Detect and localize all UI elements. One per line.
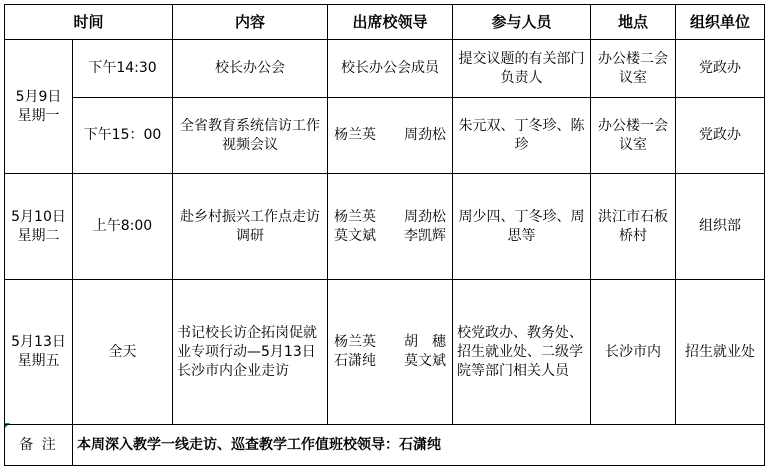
table-row [5, 98, 765, 174]
leader-name: 莫文斌 [334, 227, 377, 244]
participants-cell: 提交议题的有关部门负责人 [453, 40, 591, 98]
date-label: 5月9日 [15, 88, 62, 105]
organizer-cell: 党政办 [676, 98, 765, 174]
time-cell: 上午8:00 [73, 174, 173, 280]
date-cell [5, 174, 73, 280]
header-organizer: 组织单位 [676, 5, 765, 40]
leader-name: 周劲松 [404, 127, 447, 143]
leader-name: 李凯辉 [404, 227, 447, 244]
date-label: 5月10日 [11, 208, 66, 225]
organizer-cell: 招生就业处 [676, 280, 765, 425]
leader-name: 周劲松 [404, 208, 447, 225]
time-cell: 下午14:30 [73, 40, 173, 98]
time-cell: 下午15：00 [73, 98, 173, 174]
leader-name: 莫文斌 [404, 353, 447, 369]
weekly-schedule-table [4, 4, 765, 466]
header-time: 时间 [5, 5, 173, 40]
notes-text: 本周深入教学一线走访、巡查教学工作值班校领导：石潇纯 [73, 425, 765, 466]
table-row [5, 280, 765, 425]
table-row [5, 174, 765, 280]
leader-name: 杨兰英 [334, 334, 377, 350]
time-cell: 全天 [73, 280, 173, 425]
weekday-label: 星期一 [17, 107, 60, 124]
participants-cell: 周少四、丁冬珍、周思等 [453, 174, 591, 280]
header-content: 内容 [173, 5, 328, 40]
location-cell: 长沙市内 [591, 280, 676, 425]
notes-label: 备 注 [5, 425, 73, 466]
date-label: 5月13日 [11, 334, 66, 350]
content-text: 书记校长访企拓岗促就业专项行动—5月13日长沙市内企业走访 [177, 324, 318, 379]
header-participants: 参与人员 [453, 5, 591, 40]
leader-name: 胡 穗 [404, 334, 447, 350]
leader-name: 杨兰英 [334, 127, 377, 143]
location-cell: 办公楼一会议室 [591, 98, 676, 174]
leaders-cell [328, 98, 453, 174]
location-cell: 洪江市石板桥村 [591, 174, 676, 280]
location-cell: 办公楼二会议室 [591, 40, 676, 98]
weekday-label: 星期五 [17, 353, 60, 369]
weekday-label: 星期二 [17, 227, 60, 244]
header-leaders: 出席校领导 [328, 5, 453, 40]
organizer-cell: 组织部 [676, 174, 765, 280]
participants-text: 校党政办、教务处、招生就业处、二级学院等部门相关人员 [457, 324, 584, 379]
notes-row [5, 425, 765, 466]
date-cell [5, 280, 73, 425]
table-row [5, 40, 765, 98]
content-cell: 校长办公会 [173, 40, 328, 98]
date-cell [5, 40, 73, 174]
participants-cell [453, 280, 591, 425]
participants-cell: 朱元双、丁冬珍、陈珍 [453, 98, 591, 174]
leaders-cell [328, 174, 453, 280]
header-location: 地点 [591, 5, 676, 40]
content-cell [173, 280, 328, 425]
organizer-cell: 党政办 [676, 40, 765, 98]
content-cell: 全省教育系统信访工作视频会议 [173, 98, 328, 174]
leader-name: 校长办公会成员 [341, 60, 440, 76]
leader-name: 石潇纯 [334, 353, 377, 369]
leaders-cell [328, 40, 453, 98]
leaders-cell [328, 280, 453, 425]
header-row [5, 5, 765, 40]
leader-name: 杨兰英 [334, 208, 377, 225]
content-cell: 赴乡村振兴工作点走访调研 [173, 174, 328, 280]
